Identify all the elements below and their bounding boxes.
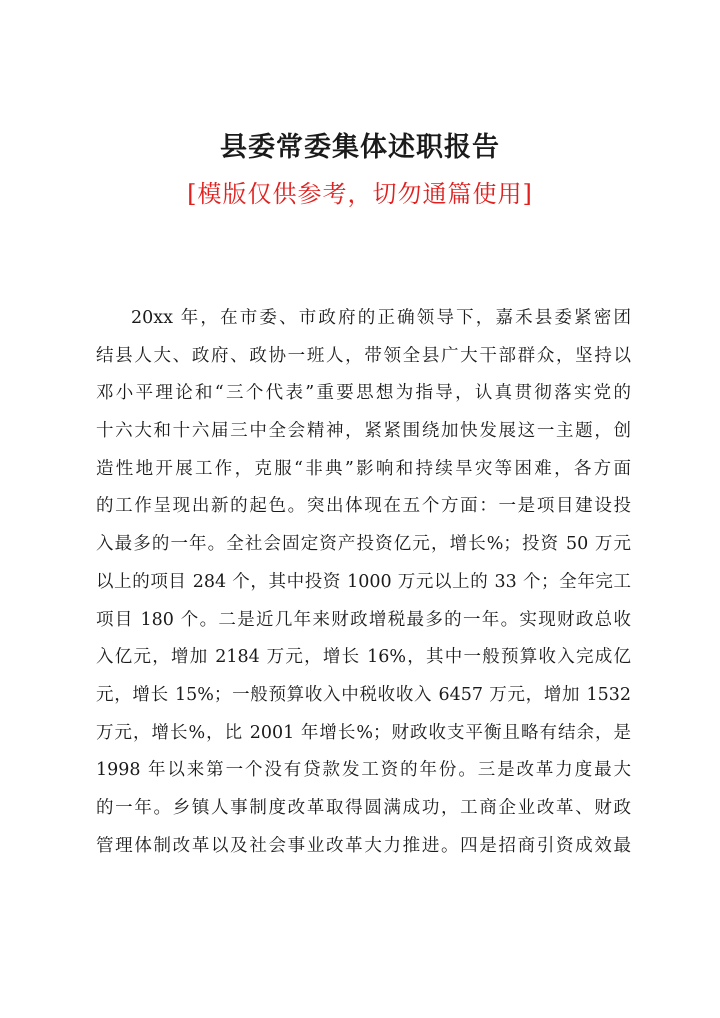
document-title: 县委常委集体述职报告 [220, 132, 500, 163]
paragraph-line: 结县人大、政府、政协一班人，带领全县广大干部群众，坚持以 [96, 345, 631, 366]
paragraph-line: 项目 180 个。二是近几年来财政增税最多的一年。实现财政总收 [96, 609, 631, 630]
paragraph-line: 20xx 年，在市委、市政府的正确领导下，嘉禾县委紧密团 [131, 308, 631, 328]
paragraph-line: 邓小平理论和“三个代表”重要思想为指导，认真贯彻落实党的 [96, 383, 631, 404]
paragraph-line: 造性地开展工作，克服“非典”影响和持续旱灾等困难，各方面 [96, 458, 631, 479]
paragraph-line: 入最多的一年。全社会固定资产投资亿元，增长%；投资 50 万元 [96, 534, 631, 555]
paragraph-line: 十六大和十六届三中全会精神，紧紧围绕加快发展这一主题，创 [96, 421, 631, 442]
body-paragraph [96, 300, 631, 865]
paragraph-line: 以上的项目 284 个，其中投资 1000 万元以上的 33 个；全年完工 [96, 571, 631, 592]
paragraph-line: 1998 年以来第一个没有贷款发工资的年份。三是改革力度最大 [96, 760, 631, 781]
paragraph-line: 的工作呈现出新的起色。突出体现在五个方面：一是项目建设投 [96, 496, 631, 517]
paragraph-line: 万元，增长%，比 2001 年增长%；财政收支平衡且略有结余，是 [96, 722, 631, 743]
paragraph-line: 管理体制改革以及社会事业改革大力推进。四是招商引资成效最 [96, 835, 631, 856]
template-notice: [模版仅供参考，切勿通篇使用] [187, 180, 533, 208]
paragraph-line: 的一年。乡镇人事制度改革取得圆满成功，工商企业改革、财政 [96, 797, 631, 818]
paragraph-line: 入亿元，增加 2184 万元，增长 16%，其中一般预算收入完成亿 [96, 647, 631, 668]
paragraph-line: 元，增长 15%；一般预算收入中税收收入 6457 万元，增加 1532 [96, 684, 631, 705]
